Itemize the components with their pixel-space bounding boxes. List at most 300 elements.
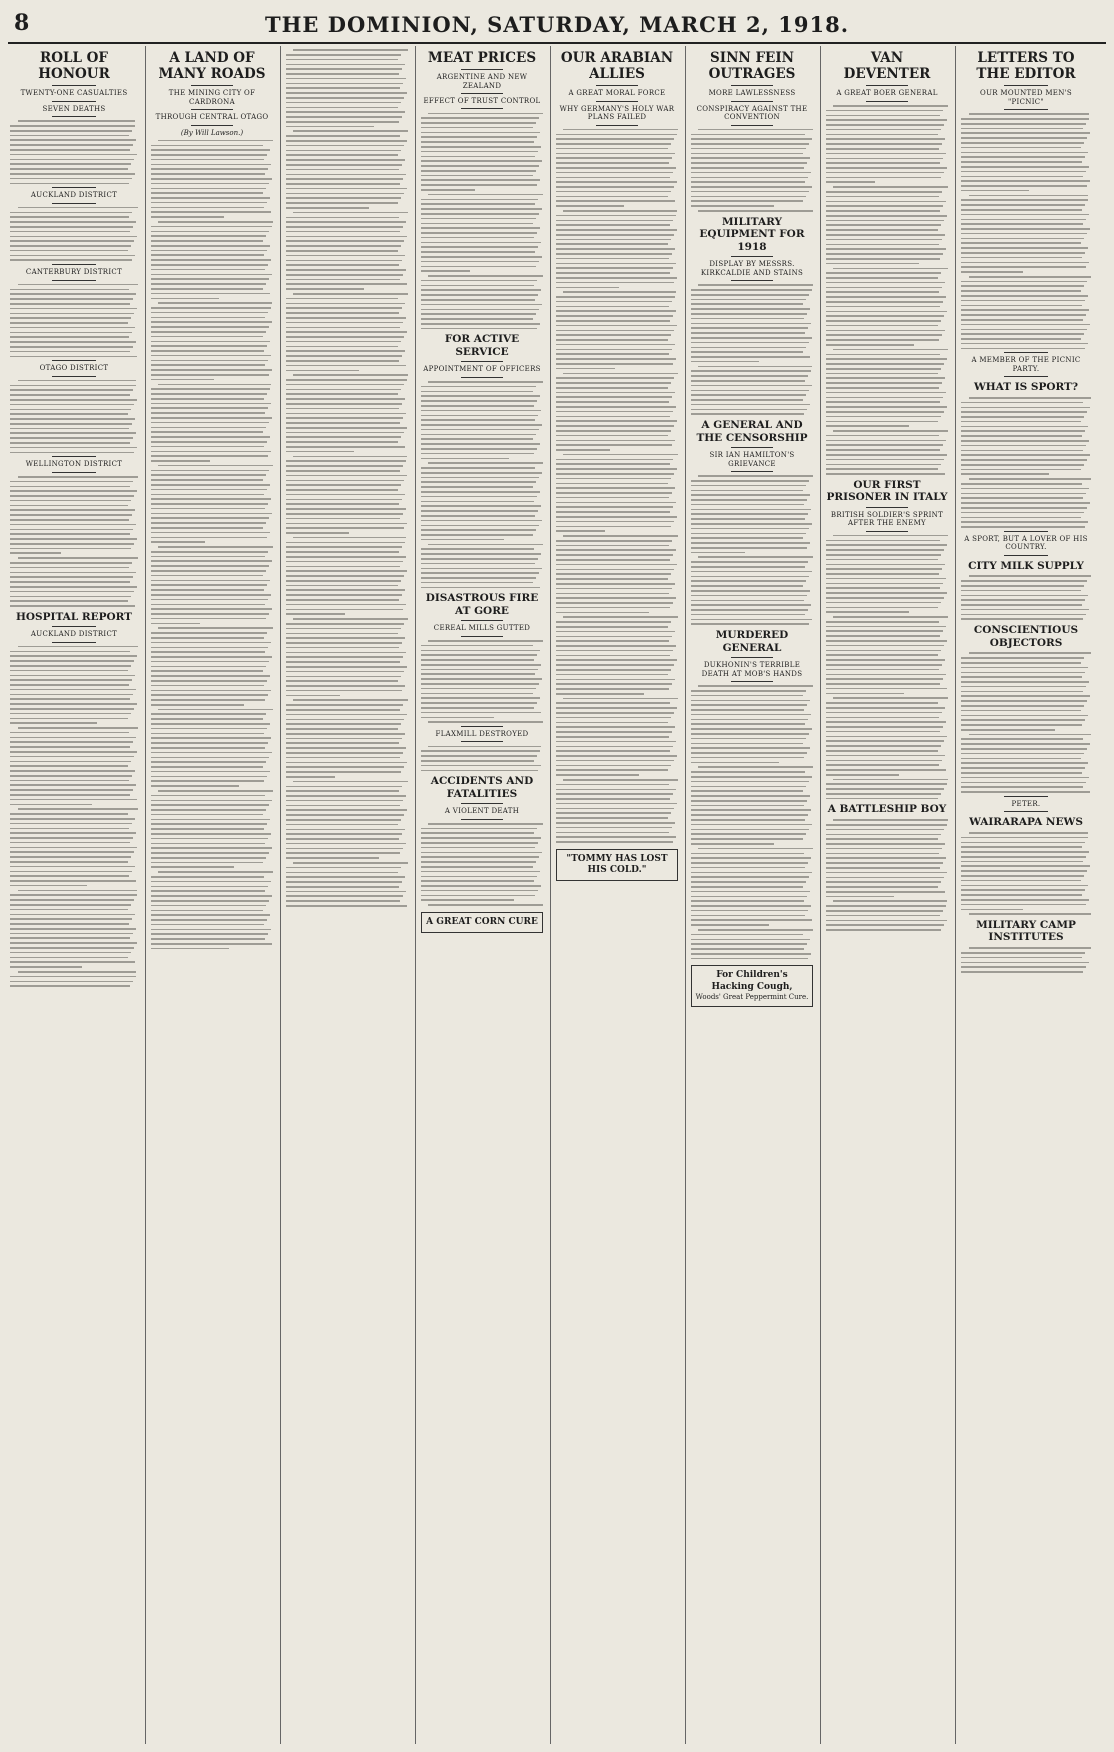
text-line bbox=[826, 769, 946, 771]
column bbox=[955, 46, 1091, 1744]
text-line bbox=[286, 666, 407, 668]
text-line bbox=[286, 532, 349, 534]
text-line bbox=[961, 686, 1086, 688]
article bbox=[421, 50, 543, 329]
text-line bbox=[421, 842, 538, 844]
text-line bbox=[556, 688, 669, 690]
text-line bbox=[10, 976, 136, 978]
text-line bbox=[286, 690, 402, 692]
text-line bbox=[18, 557, 138, 559]
text-line bbox=[826, 263, 919, 265]
text-line bbox=[961, 171, 1086, 173]
text-line bbox=[556, 707, 677, 709]
text-line bbox=[158, 709, 273, 711]
text-line bbox=[10, 327, 135, 329]
text-line bbox=[421, 170, 536, 172]
text-line bbox=[10, 221, 136, 223]
text-line bbox=[556, 181, 677, 183]
text-line bbox=[151, 742, 268, 744]
divider bbox=[52, 376, 96, 377]
text-line bbox=[286, 676, 401, 678]
divider bbox=[461, 620, 502, 621]
text-line bbox=[826, 669, 939, 671]
text-line bbox=[151, 312, 268, 314]
text-line bbox=[286, 838, 399, 840]
text-line bbox=[10, 985, 130, 987]
text-line bbox=[151, 852, 269, 854]
text-line bbox=[10, 856, 131, 858]
text-line bbox=[286, 446, 405, 448]
article bbox=[10, 50, 138, 184]
divider bbox=[52, 642, 96, 643]
text-line bbox=[691, 385, 812, 387]
text-line bbox=[556, 172, 673, 174]
text-line bbox=[286, 848, 403, 850]
headline: LETTERS TO THE EDITOR bbox=[976, 50, 1076, 83]
subheadline: A VIOLENT DEATH bbox=[444, 807, 520, 816]
text-line bbox=[698, 475, 813, 477]
text-line bbox=[151, 838, 268, 840]
divider bbox=[1004, 531, 1048, 532]
text-line bbox=[151, 321, 272, 323]
text-line bbox=[826, 650, 941, 652]
headline: ACCIDENTS AND FATALITIES bbox=[430, 775, 534, 800]
text-line bbox=[961, 295, 1088, 297]
text-line bbox=[556, 516, 677, 518]
text-line bbox=[691, 738, 806, 740]
text-line bbox=[286, 126, 374, 128]
divider bbox=[191, 85, 232, 86]
text-line bbox=[10, 596, 131, 598]
article-body bbox=[421, 381, 543, 588]
text-line bbox=[826, 654, 938, 656]
text-line bbox=[556, 769, 668, 771]
text-line bbox=[961, 488, 1089, 490]
text-line bbox=[961, 445, 1086, 447]
text-line bbox=[556, 578, 668, 580]
text-line bbox=[286, 542, 405, 544]
text-line bbox=[286, 54, 401, 56]
text-line bbox=[10, 894, 137, 896]
text-line bbox=[556, 478, 671, 480]
text-line bbox=[286, 819, 401, 821]
article bbox=[826, 803, 948, 930]
text-line bbox=[826, 215, 947, 217]
text-line bbox=[563, 129, 677, 131]
text-line bbox=[826, 862, 943, 864]
text-line bbox=[826, 872, 947, 874]
text-line bbox=[556, 306, 669, 308]
text-line bbox=[826, 239, 942, 241]
text-line bbox=[151, 670, 263, 672]
text-line bbox=[826, 387, 939, 389]
text-line bbox=[10, 447, 137, 449]
text-line bbox=[293, 374, 407, 376]
text-line bbox=[10, 452, 134, 454]
text-line bbox=[151, 723, 270, 725]
text-line bbox=[826, 416, 941, 418]
text-line bbox=[961, 604, 1082, 606]
text-line bbox=[556, 602, 673, 604]
text-line bbox=[428, 544, 543, 546]
text-line bbox=[286, 389, 401, 391]
text-line bbox=[421, 179, 540, 181]
text-line bbox=[826, 664, 942, 666]
text-line bbox=[10, 481, 133, 483]
text-line bbox=[556, 272, 670, 274]
article bbox=[961, 816, 1091, 915]
article-body bbox=[151, 140, 273, 950]
text-line bbox=[421, 323, 540, 325]
text-line bbox=[10, 173, 135, 175]
text-line bbox=[833, 900, 946, 902]
text-line bbox=[286, 742, 399, 744]
text-line bbox=[10, 409, 131, 411]
article bbox=[421, 333, 543, 588]
text-line bbox=[151, 202, 267, 204]
text-line bbox=[151, 178, 272, 180]
text-line bbox=[10, 847, 137, 849]
text-line bbox=[421, 525, 539, 527]
text-line bbox=[691, 177, 808, 179]
text-line bbox=[286, 150, 401, 152]
text-line bbox=[556, 387, 668, 389]
text-line bbox=[10, 914, 135, 916]
text-line bbox=[698, 685, 813, 687]
text-line bbox=[10, 154, 137, 156]
text-line bbox=[10, 567, 129, 569]
text-line bbox=[556, 157, 672, 159]
text-line bbox=[151, 800, 272, 802]
text-line bbox=[961, 285, 1084, 287]
text-line bbox=[428, 823, 543, 825]
headline: DISASTROUS FIRE AT GORE bbox=[425, 592, 539, 617]
text-line bbox=[286, 408, 399, 410]
text-line bbox=[556, 277, 677, 279]
text-line bbox=[961, 204, 1085, 206]
text-line bbox=[10, 981, 133, 983]
text-line bbox=[556, 832, 669, 834]
text-line bbox=[421, 866, 533, 868]
text-line bbox=[961, 305, 1082, 307]
text-line bbox=[151, 604, 265, 606]
text-line bbox=[286, 250, 398, 252]
text-line bbox=[556, 674, 668, 676]
article bbox=[556, 50, 678, 843]
text-line bbox=[961, 786, 1083, 788]
text-line bbox=[826, 788, 944, 790]
column bbox=[415, 46, 543, 1744]
subheadline: OTAGO DISTRICT bbox=[39, 364, 109, 373]
text-line bbox=[10, 899, 134, 901]
text-line bbox=[961, 199, 1088, 201]
text-line bbox=[10, 514, 132, 516]
text-line bbox=[286, 656, 403, 658]
text-line bbox=[826, 678, 943, 680]
text-line bbox=[826, 334, 942, 336]
text-line bbox=[286, 460, 406, 462]
text-line bbox=[556, 463, 670, 465]
text-line bbox=[691, 308, 810, 310]
columns bbox=[10, 46, 1104, 1744]
text-line bbox=[691, 172, 811, 174]
text-line bbox=[286, 365, 406, 367]
text-line bbox=[556, 640, 669, 642]
text-line bbox=[826, 857, 946, 859]
text-line bbox=[556, 626, 668, 628]
text-line bbox=[556, 808, 674, 810]
text-line bbox=[286, 169, 399, 171]
divider bbox=[866, 531, 907, 532]
text-line bbox=[286, 92, 407, 94]
text-line bbox=[826, 134, 938, 136]
byline: (By Will Lawson.) bbox=[180, 128, 244, 137]
divider bbox=[461, 377, 502, 378]
text-line bbox=[961, 599, 1085, 601]
text-line bbox=[151, 537, 267, 539]
text-line bbox=[421, 856, 539, 858]
text-line bbox=[421, 755, 537, 757]
text-line bbox=[961, 219, 1086, 221]
text-line bbox=[826, 205, 943, 207]
text-line bbox=[826, 867, 940, 869]
article bbox=[961, 796, 1091, 812]
text-line bbox=[421, 256, 542, 258]
text-line bbox=[286, 809, 407, 811]
text-line bbox=[286, 336, 404, 338]
text-line bbox=[286, 604, 406, 606]
text-line bbox=[826, 750, 938, 752]
text-line bbox=[10, 679, 132, 681]
text-line bbox=[961, 791, 1090, 793]
text-line bbox=[10, 418, 135, 420]
article-body bbox=[10, 380, 138, 453]
text-line bbox=[691, 513, 808, 515]
text-line bbox=[286, 776, 335, 778]
text-line bbox=[10, 178, 132, 180]
text-line bbox=[293, 49, 408, 51]
ad-text: For Children's Hacking Cough, bbox=[711, 970, 793, 992]
text-line bbox=[151, 642, 271, 644]
text-line bbox=[826, 325, 938, 327]
article-body bbox=[556, 129, 678, 843]
text-line bbox=[421, 141, 534, 143]
text-line bbox=[556, 483, 668, 485]
text-line bbox=[286, 240, 404, 242]
text-line bbox=[151, 637, 264, 639]
text-line bbox=[826, 143, 942, 145]
text-line bbox=[151, 651, 265, 653]
text-line bbox=[826, 573, 939, 575]
text-line bbox=[18, 808, 138, 810]
text-line bbox=[10, 322, 128, 324]
text-line bbox=[10, 966, 82, 968]
text-line bbox=[961, 880, 1081, 882]
text-line bbox=[691, 294, 809, 296]
text-line bbox=[18, 380, 137, 382]
text-line bbox=[151, 833, 271, 835]
text-line bbox=[293, 293, 408, 295]
text-line bbox=[286, 805, 400, 807]
text-line bbox=[691, 833, 806, 835]
text-line bbox=[421, 410, 541, 412]
text-line bbox=[421, 760, 534, 762]
text-line bbox=[556, 267, 673, 269]
subheadline: A MEMBER OF THE PICNIC PARTY. bbox=[971, 356, 1081, 373]
article bbox=[10, 264, 138, 357]
text-line bbox=[151, 427, 266, 429]
text-line bbox=[556, 301, 672, 303]
text-line bbox=[421, 175, 533, 177]
text-line bbox=[10, 423, 132, 425]
divider bbox=[461, 636, 502, 637]
text-line bbox=[151, 881, 271, 883]
text-line bbox=[18, 890, 138, 892]
text-line bbox=[286, 833, 402, 835]
text-line bbox=[826, 115, 940, 117]
text-line bbox=[826, 774, 899, 776]
text-line bbox=[691, 561, 808, 563]
text-line bbox=[961, 161, 1082, 163]
text-line bbox=[286, 575, 404, 577]
text-line bbox=[421, 156, 535, 158]
text-line bbox=[421, 693, 533, 695]
text-line bbox=[826, 234, 945, 236]
text-line bbox=[151, 508, 265, 510]
text-line bbox=[826, 549, 944, 551]
text-line bbox=[691, 528, 809, 530]
text-line bbox=[151, 355, 271, 357]
text-line bbox=[151, 331, 266, 333]
text-line bbox=[691, 542, 810, 544]
text-line bbox=[556, 506, 673, 508]
text-line bbox=[151, 843, 265, 845]
text-line bbox=[826, 315, 944, 317]
article bbox=[961, 560, 1091, 620]
text-line bbox=[286, 188, 407, 190]
text-line bbox=[286, 217, 399, 219]
text-line bbox=[826, 712, 942, 714]
text-line bbox=[556, 492, 672, 494]
text-line bbox=[151, 293, 270, 295]
text-line bbox=[826, 411, 944, 413]
divider bbox=[1004, 85, 1048, 86]
text-line bbox=[826, 597, 944, 599]
text-line bbox=[556, 177, 670, 179]
text-line bbox=[691, 948, 804, 950]
text-line bbox=[421, 885, 541, 887]
text-line bbox=[691, 867, 805, 869]
text-line bbox=[151, 618, 266, 620]
text-line bbox=[421, 246, 538, 248]
text-line bbox=[151, 575, 263, 577]
text-line bbox=[286, 489, 398, 491]
text-line bbox=[826, 301, 943, 303]
text-line bbox=[961, 710, 1081, 712]
text-line bbox=[421, 534, 533, 536]
text-line bbox=[961, 209, 1082, 211]
text-line bbox=[691, 313, 807, 315]
text-line bbox=[826, 224, 941, 226]
text-line bbox=[286, 900, 400, 902]
text-line bbox=[556, 636, 672, 638]
text-line bbox=[969, 478, 1091, 480]
text-line bbox=[826, 635, 940, 637]
text-line bbox=[18, 207, 138, 209]
text-line bbox=[961, 899, 1089, 901]
text-line bbox=[556, 220, 673, 222]
text-line bbox=[151, 599, 268, 601]
text-line bbox=[556, 812, 671, 814]
text-line bbox=[961, 473, 1049, 475]
text-line bbox=[151, 164, 271, 166]
text-line bbox=[826, 196, 939, 198]
text-line bbox=[691, 800, 807, 802]
text-line bbox=[969, 397, 1091, 399]
article bbox=[691, 629, 813, 959]
text-line bbox=[691, 580, 806, 582]
text-line bbox=[691, 619, 812, 621]
text-line bbox=[961, 715, 1088, 717]
divider bbox=[191, 109, 232, 110]
text-line bbox=[151, 704, 244, 706]
text-line bbox=[10, 149, 130, 151]
text-line bbox=[421, 289, 541, 291]
text-line bbox=[10, 880, 136, 882]
text-line bbox=[151, 364, 265, 366]
text-line bbox=[428, 746, 540, 748]
text-line bbox=[421, 386, 536, 388]
text-line bbox=[151, 876, 264, 878]
text-line bbox=[421, 501, 534, 503]
text-line bbox=[826, 248, 946, 250]
divider bbox=[596, 125, 637, 126]
subheadline: ARGENTINE AND NEW ZEALAND bbox=[436, 73, 528, 90]
text-line bbox=[286, 647, 399, 649]
text-line bbox=[691, 862, 808, 864]
text-line bbox=[556, 473, 674, 475]
text-line bbox=[151, 474, 266, 476]
text-line bbox=[691, 347, 806, 349]
article bbox=[961, 624, 1091, 793]
text-line bbox=[826, 674, 946, 676]
text-line bbox=[151, 422, 269, 424]
text-line bbox=[556, 200, 675, 202]
text-line bbox=[286, 513, 403, 515]
text-line bbox=[10, 813, 128, 815]
text-line bbox=[826, 640, 947, 642]
text-line bbox=[556, 731, 672, 733]
text-line bbox=[691, 910, 808, 912]
text-line bbox=[151, 910, 263, 912]
text-line bbox=[826, 896, 894, 898]
text-line bbox=[10, 144, 133, 146]
subheadline: EFFECT OF TRUST CONTROL bbox=[423, 96, 541, 105]
text-line bbox=[10, 799, 137, 801]
text-line bbox=[151, 288, 263, 290]
page-number: 8 bbox=[14, 10, 30, 36]
text-line bbox=[151, 145, 263, 147]
divider bbox=[731, 85, 772, 86]
text-line bbox=[556, 396, 672, 398]
text-line bbox=[10, 837, 133, 839]
text-line bbox=[10, 694, 133, 696]
text-line bbox=[151, 451, 271, 453]
text-line bbox=[421, 242, 541, 244]
text-line bbox=[826, 583, 943, 585]
text-line bbox=[826, 915, 940, 917]
text-line bbox=[286, 73, 399, 75]
